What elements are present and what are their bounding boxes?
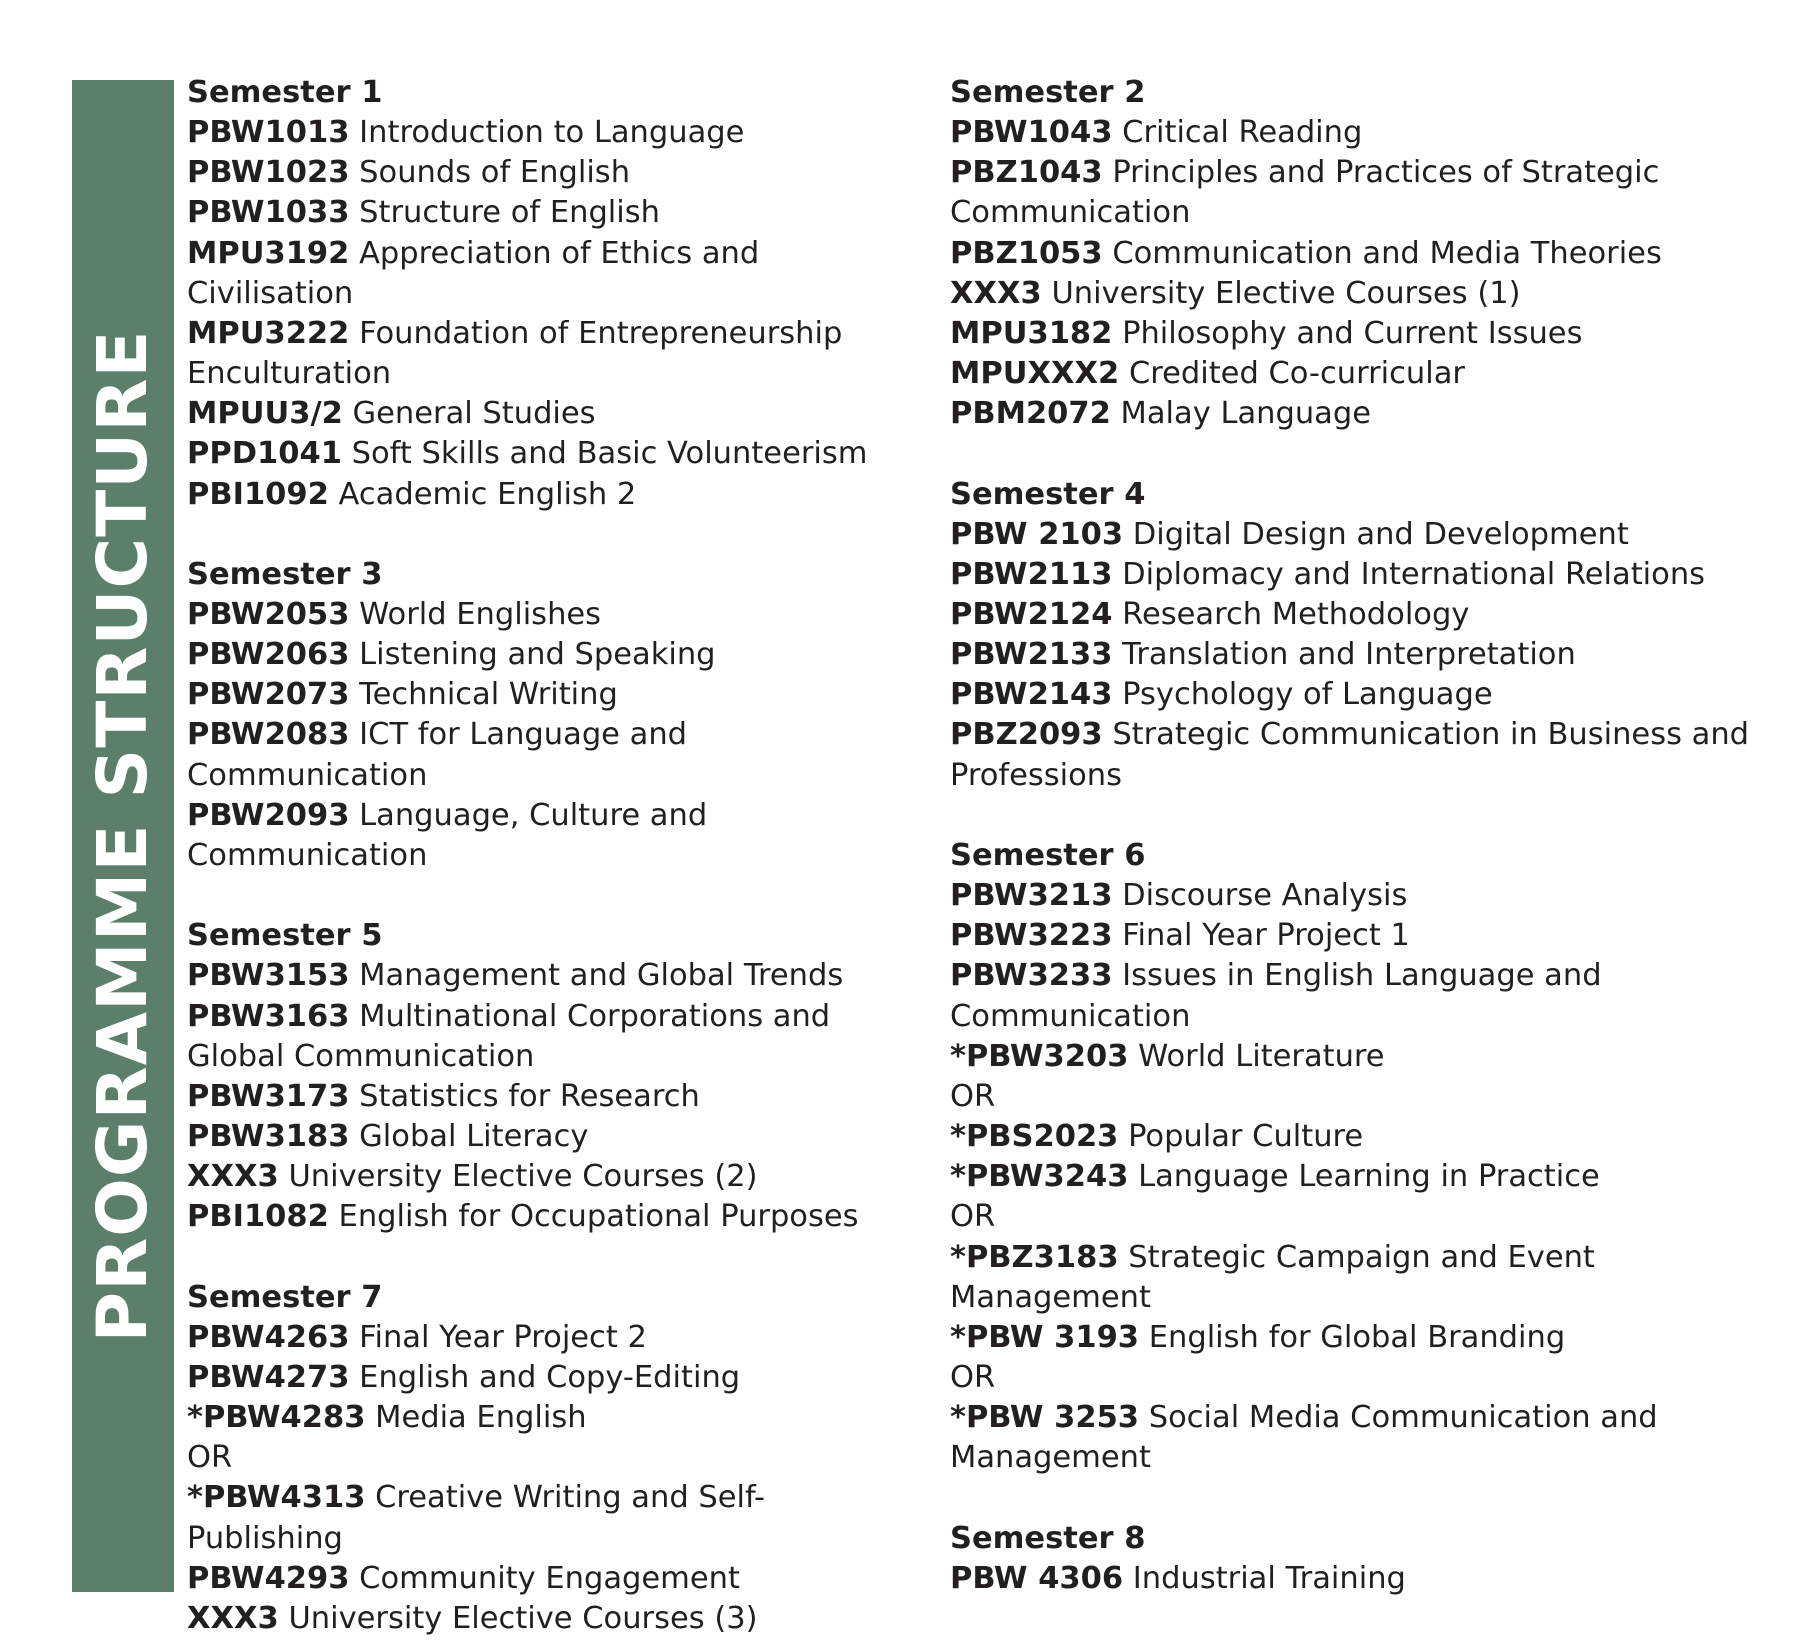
course-code: PBW1043: [950, 115, 1113, 151]
course-code: PBW1013: [187, 115, 350, 151]
side-title-band: [72, 80, 174, 1592]
course-title: Strategic Communication in Business and Professions: [950, 717, 1750, 793]
semester-heading: Semester 2: [950, 75, 1146, 110]
course-item: [187, 1358, 917, 1398]
course-code: PBW1033: [187, 195, 350, 231]
course-code: PBW 2103: [950, 516, 1124, 552]
course-code: *PBW3203: [950, 1038, 1129, 1074]
course-item: [187, 193, 917, 233]
course-code: PBW2093: [187, 797, 350, 833]
course-item: [950, 1117, 1780, 1157]
semester-heading: Semester 6: [950, 837, 1146, 873]
course-item: [950, 113, 1780, 153]
course-title: Sounds of English: [359, 155, 631, 191]
semester-heading: Semester 8: [950, 1520, 1146, 1556]
course-code: XXX3: [187, 1600, 279, 1636]
course-title: Industrial Training: [1132, 1560, 1406, 1596]
course-code: PBW 4306: [950, 1560, 1124, 1596]
course-title: Social Media Communication and Management: [950, 1400, 1658, 1476]
or-separator: OR: [187, 1440, 233, 1476]
semester-block: [950, 475, 1780, 796]
course-item: [950, 956, 1780, 1036]
course-title: Language Learning in Practice: [1138, 1159, 1600, 1195]
course-title: Appreciation of Ethics and Civilisation: [187, 235, 760, 311]
course-item: [187, 1599, 917, 1639]
course-code: MPUU3/2: [187, 396, 343, 432]
course-code: PBW4273: [187, 1359, 350, 1395]
course-item: [950, 555, 1780, 595]
course-code: *PBW 3253: [950, 1400, 1140, 1436]
course-item: [187, 1157, 917, 1197]
or-separator: OR: [950, 1078, 996, 1114]
course-item: [187, 234, 917, 314]
course-title: Research Methodology: [1122, 597, 1470, 633]
course-title: Strategic Campaign and Event Management: [950, 1239, 1595, 1315]
course-title: Listening and Speaking: [359, 637, 716, 673]
course-title: Foundation of Entrepreneurship Enculturation: [187, 315, 843, 392]
semester-heading: Semester 5: [187, 918, 383, 954]
course-item: [950, 635, 1780, 675]
course-item: [950, 515, 1780, 555]
semester-block: [187, 916, 917, 1237]
course-code: PBZ2093: [950, 717, 1103, 753]
course-title: Final Year Project 1: [1122, 918, 1410, 954]
course-title: Issues in English Language and Communication: [950, 958, 1602, 1034]
course-item: [950, 1559, 1780, 1599]
course-item: [187, 113, 917, 153]
course-title: Management and Global Trends: [359, 958, 844, 994]
course-code: PBW3163: [187, 998, 350, 1034]
course-title: World Literature: [1138, 1038, 1385, 1074]
course-title: Introduction to Language: [359, 115, 745, 151]
course-item: [187, 675, 917, 715]
course-code: *PBS2023: [950, 1119, 1119, 1155]
course-title: University Elective Courses (2): [288, 1159, 758, 1195]
course-item: [950, 1398, 1780, 1478]
course-code: MPU3222: [187, 315, 350, 351]
course-item: [950, 1318, 1780, 1358]
course-title: University Elective Courses (1): [1051, 275, 1521, 311]
course-title: University Elective Courses (3): [288, 1600, 758, 1636]
course-item: [187, 1077, 917, 1117]
course-item: [187, 314, 917, 394]
course-code: MPUXXX2: [950, 356, 1120, 392]
semester-block: [950, 836, 1780, 1479]
course-title: Media English: [375, 1400, 587, 1436]
course-title: Global Literacy: [359, 1119, 589, 1155]
or-separator: OR: [950, 1359, 996, 1395]
course-code: *PBZ3183: [950, 1239, 1119, 1275]
course-title: Credited Co-curricular: [1128, 356, 1465, 392]
course-title: Critical Reading: [1122, 115, 1363, 151]
course-code: PBW2053: [187, 597, 350, 633]
course-title: Digital Design and Development: [1132, 516, 1629, 552]
semester-heading: Semester 7: [187, 1279, 383, 1315]
course-code: PBZ1053: [950, 235, 1103, 271]
course-code: PBW2083: [187, 717, 350, 753]
course-code: *PBW4313: [187, 1480, 366, 1516]
course-item: [187, 715, 917, 795]
course-title: English for Global Branding: [1148, 1319, 1566, 1355]
course-item: [950, 354, 1780, 394]
course-title: Diplomacy and International Relations: [1122, 556, 1706, 592]
course-code: PBM2072: [950, 396, 1111, 432]
course-title: ICT for Language and Communication: [187, 717, 688, 793]
course-item: [187, 1197, 917, 1237]
course-item: [187, 1318, 917, 1358]
course-code: *PBW4283: [187, 1400, 366, 1436]
course-title: Statistics for Research: [359, 1078, 700, 1114]
course-title: Multinational Corporations and Global Communication: [187, 998, 831, 1074]
course-item: [187, 956, 917, 996]
course-code: MPU3192: [187, 235, 350, 271]
semester-heading: Semester 1: [187, 75, 383, 110]
course-code: PBI1092: [187, 476, 329, 512]
right-column: [950, 73, 1780, 1599]
course-code: PBW2113: [950, 556, 1113, 592]
course-code: XXX3: [187, 1159, 279, 1195]
course-code: PBW3183: [187, 1119, 350, 1155]
course-title: Final Year Project 2: [359, 1319, 647, 1355]
course-title: Malay Language: [1120, 396, 1371, 432]
course-item: [950, 715, 1780, 795]
course-code: PBW2073: [187, 677, 350, 713]
course-item: [187, 997, 917, 1077]
course-item: [187, 394, 917, 434]
side-title: PROGRAMME STRUCTURE: [83, 329, 163, 1343]
course-title: General Studies: [352, 396, 596, 432]
course-item: [950, 234, 1780, 274]
course-code: *PBW 3193: [950, 1319, 1140, 1355]
course-code: PBW3233: [950, 958, 1113, 994]
course-code: MPU3182: [950, 315, 1113, 351]
course-code: PBZ1043: [950, 155, 1103, 191]
course-item: [950, 916, 1780, 956]
course-item: [950, 1037, 1780, 1077]
course-code: PBW3213: [950, 878, 1113, 914]
semester-block: [187, 73, 917, 515]
course-code: PBW4293: [187, 1560, 350, 1596]
course-code: PBW2143: [950, 677, 1113, 713]
course-code: PBW1023: [187, 155, 350, 191]
or-separator: OR: [950, 1199, 996, 1235]
course-title: English for Occupational Purposes: [338, 1199, 859, 1235]
course-code: *PBW3243: [950, 1159, 1129, 1195]
course-title: Academic English 2: [338, 476, 637, 512]
course-code: PBW2063: [187, 637, 350, 673]
course-title: Creative Writing and Self-Publishing: [187, 1480, 766, 1556]
course-title: World Englishes: [359, 597, 602, 633]
course-title: Philosophy and Current Issues: [1122, 315, 1583, 351]
course-item: [187, 1478, 917, 1558]
semester-block: [950, 73, 1780, 434]
course-item: [187, 1117, 917, 1157]
course-item: [950, 595, 1780, 635]
course-item: [187, 796, 917, 876]
semester-heading: Semester 3: [187, 556, 383, 592]
course-title: English and Copy-Editing: [359, 1359, 741, 1395]
course-code: XXX3: [950, 275, 1042, 311]
course-item: [187, 595, 917, 635]
course-code: PBW3223: [950, 918, 1113, 954]
course-title: Structure of English: [359, 195, 660, 231]
course-code: PBW3153: [187, 958, 350, 994]
semester-block: [187, 1278, 917, 1639]
course-title: Technical Writing: [359, 677, 618, 713]
course-item: [187, 475, 917, 515]
course-item: [187, 1559, 917, 1599]
course-code: PPD1041: [187, 436, 342, 472]
course-title: Principles and Practices of Strategic Communication: [950, 155, 1660, 231]
course-title: Psychology of Language: [1122, 677, 1493, 713]
course-item: [950, 394, 1780, 434]
course-code: PBW2124: [950, 597, 1113, 633]
course-item: [950, 274, 1780, 314]
course-item: [187, 434, 917, 474]
course-item: [950, 675, 1780, 715]
course-title: Community Engagement: [359, 1560, 740, 1596]
semester-block: [187, 555, 917, 876]
course-code: PBW3173: [187, 1078, 350, 1114]
course-title: Language, Culture and Communication: [187, 797, 708, 873]
course-item: [187, 635, 917, 675]
course-title: Discourse Analysis: [1122, 878, 1408, 914]
course-item: [950, 314, 1780, 354]
course-code: PBI1082: [187, 1199, 329, 1235]
course-code: PBW4263: [187, 1319, 350, 1355]
course-item: [187, 153, 917, 193]
course-item: [950, 1238, 1780, 1318]
course-item: [187, 1398, 917, 1438]
course-item: [950, 153, 1780, 233]
course-item: [950, 1157, 1780, 1197]
course-item: [950, 876, 1780, 916]
course-code: PBW2133: [950, 637, 1113, 673]
semester-heading: Semester 4: [950, 476, 1146, 512]
course-title: Translation and Interpretation: [1122, 637, 1576, 673]
course-title: Soft Skills and Basic Volunteerism: [351, 436, 868, 472]
semester-block: [950, 1519, 1780, 1599]
course-title: Popular Culture: [1128, 1119, 1364, 1155]
course-title: Communication and Media Theories: [1112, 235, 1662, 271]
left-column: [187, 73, 917, 1639]
